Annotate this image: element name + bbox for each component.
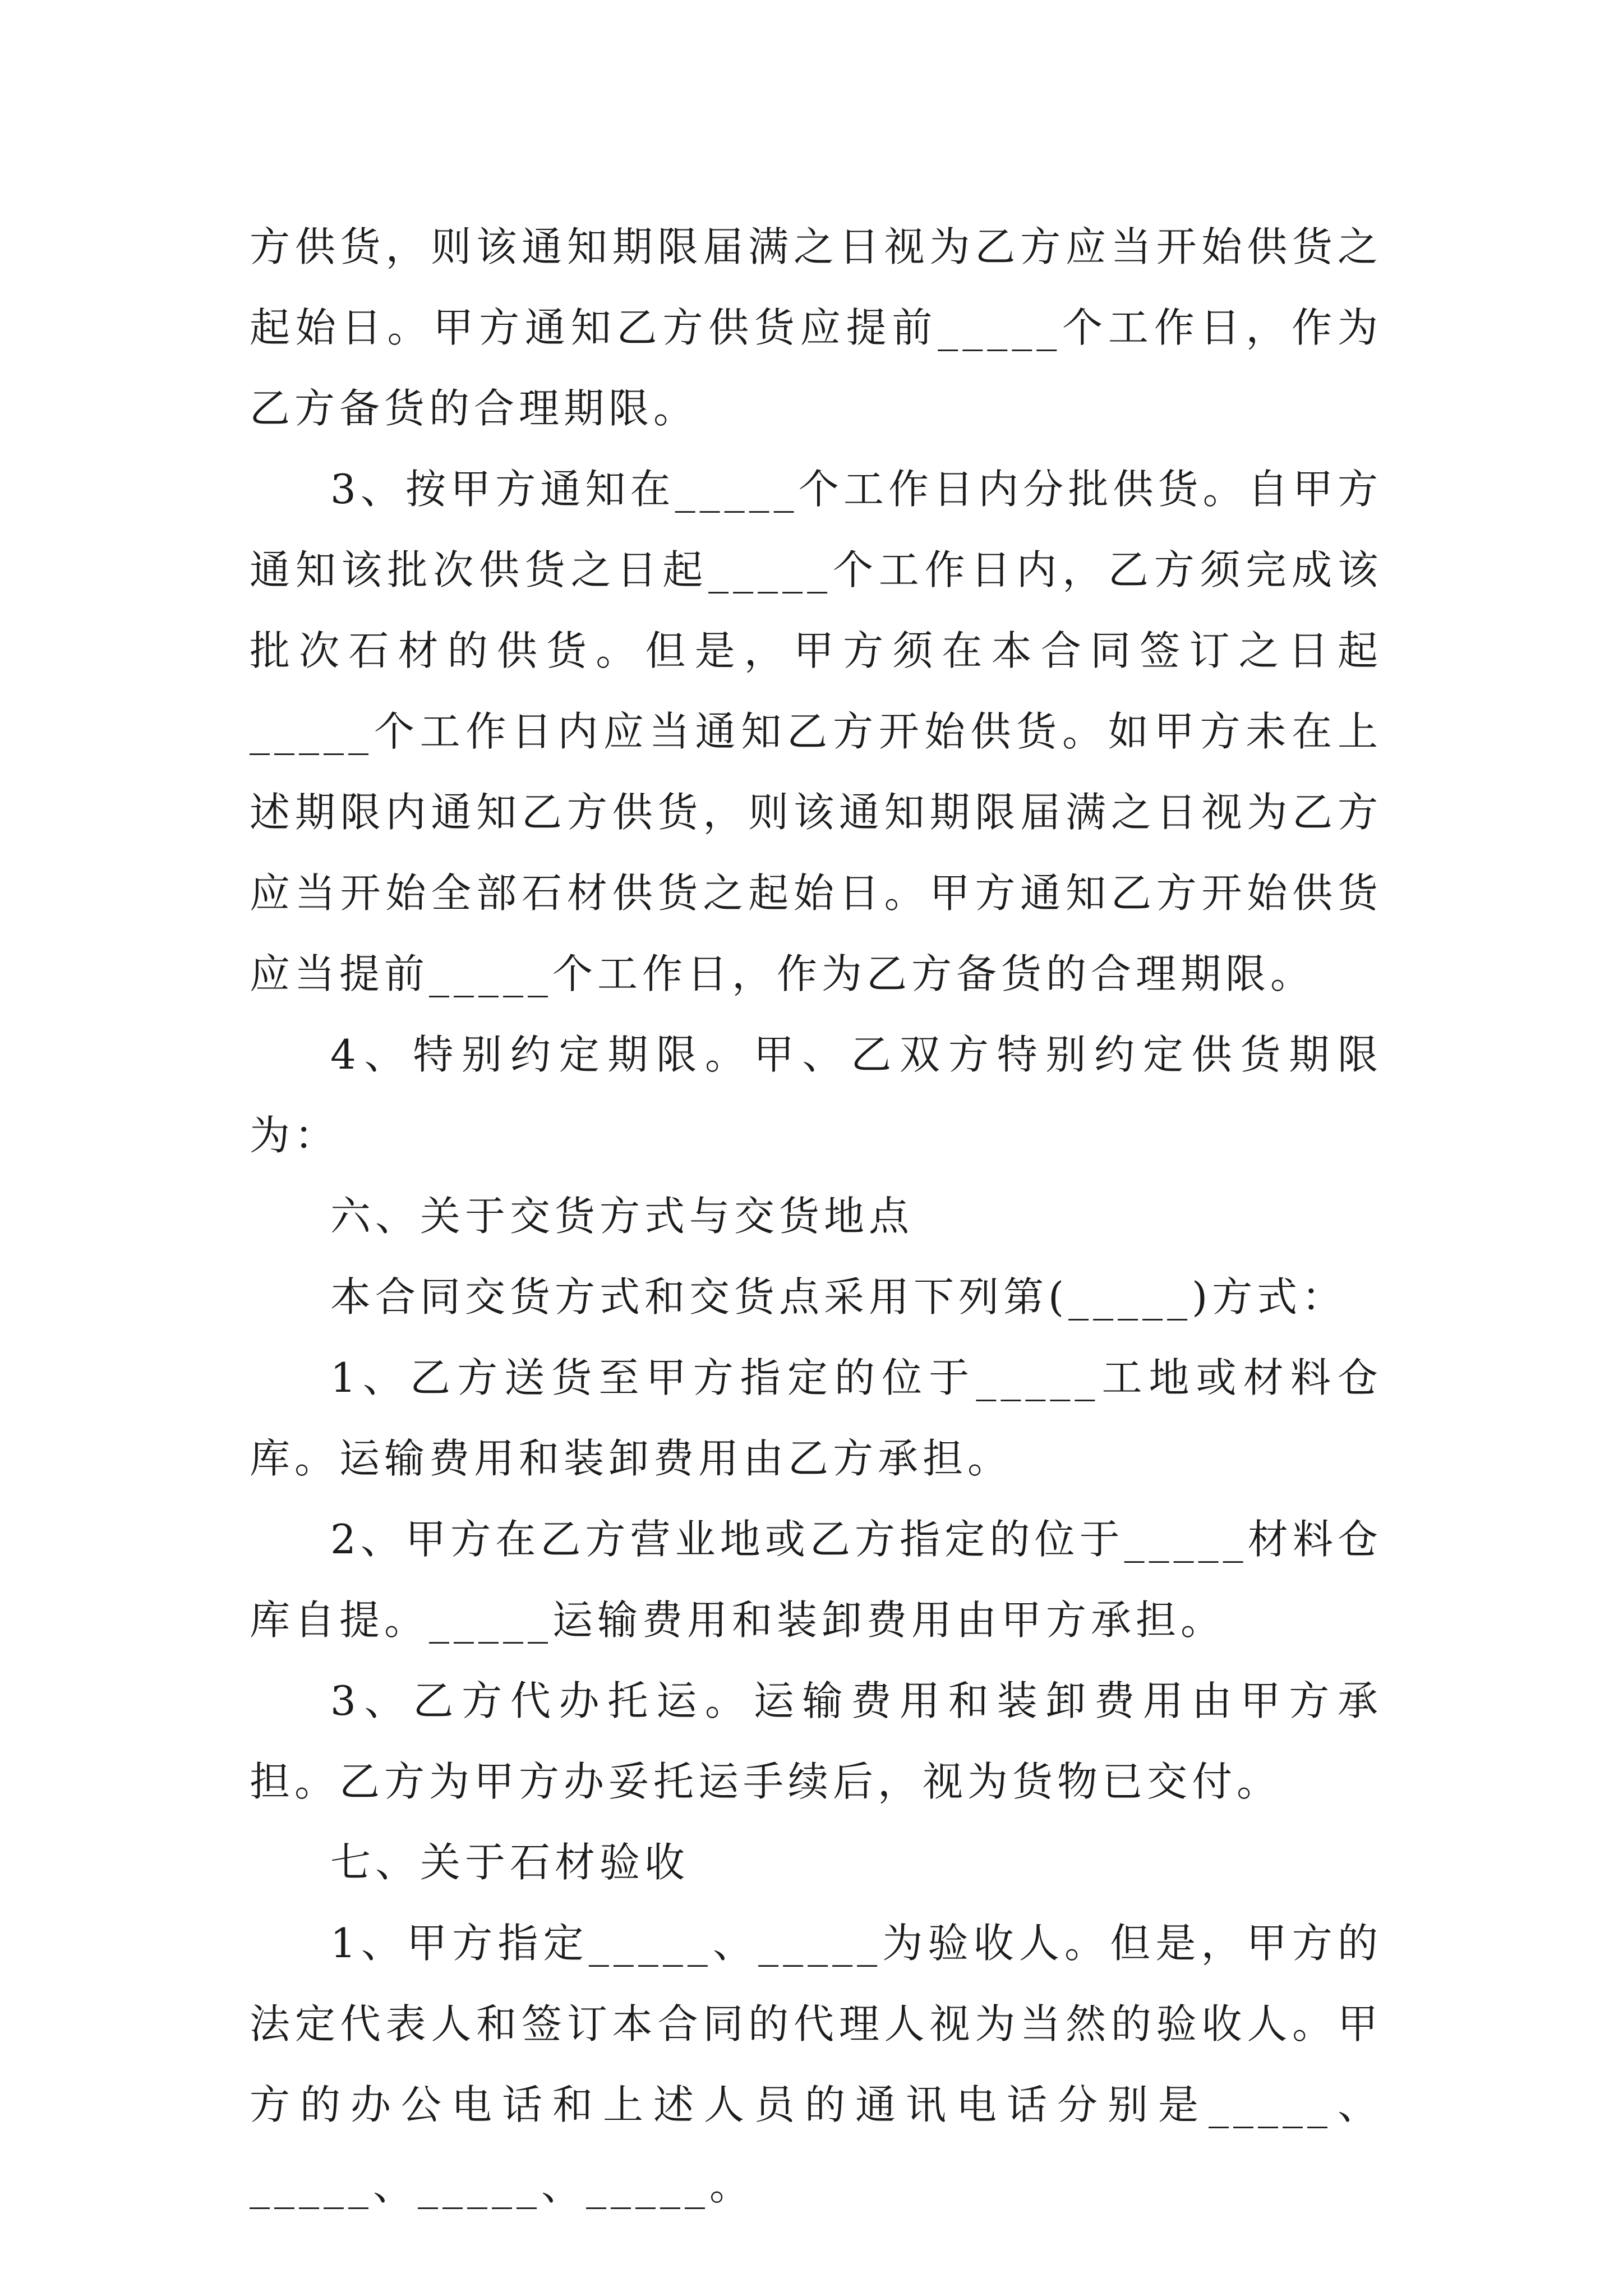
paragraph-delivery-option-1: 1、乙方送货至甲方指定的位于_____工地或材料仓库。运输费用和装卸费用由乙方承担。 xyxy=(250,1354,1382,1482)
paragraph-delivery-option-2: 2、甲方在乙方营业地或乙方指定的位于_____材料仓库自提。_____运输费用和装卸费用由甲方承担。 xyxy=(250,1516,1382,1644)
paragraph-supply-start-date: 方供货，则该通知期限届满之日视为乙方应当开始供货之起始日。甲方通知乙方供货应提前_____个工作日，作为乙方备货的合理期限。 xyxy=(250,223,1382,432)
paragraph-special-term: 4、特别约定期限。甲、乙双方特别约定供货期限为： xyxy=(250,1031,1382,1159)
section-heading-delivery: 六、关于交货方式与交货地点 xyxy=(330,1193,914,1240)
paragraph-delivery-option-3: 3、乙方代办托运。运输费用和装卸费用由甲方承担。乙方为甲方办妥托运手续后，视为货物已交付。 xyxy=(250,1677,1382,1805)
paragraph-delivery-method: 本合同交货方式和交货点采用下列第(_____)方式： xyxy=(330,1273,1347,1320)
paragraph-acceptance-persons: 1、甲方指定_____、_____为验收人。但是，甲方的法定代表人和签订本合同的代理人视为当然的验收人。甲方的办公电话和上述人员的通讯电话分别是_____、_____、_____、_____。 xyxy=(250,1920,1382,2209)
paragraph-batch-supply: 3、按甲方通知在_____个工作日内分批供货。自甲方通知该批次供货之日起_____个工作日内，乙方须完成该批次石材的供货。但是，甲方须在本合同签订之日起_____个工作日内应当通知乙方开始供货。如甲方未在上述期限内通知乙方供货，则该通知期限届满之日视为乙方应当开始全部石材供货之起始日。甲方通知乙方开始供货应当提前_____个工作日，作为乙方备货的合理期限。 xyxy=(250,466,1382,997)
contract-body xyxy=(250,206,1382,2226)
section-heading-acceptance: 七、关于石材验收 xyxy=(330,1839,690,1886)
